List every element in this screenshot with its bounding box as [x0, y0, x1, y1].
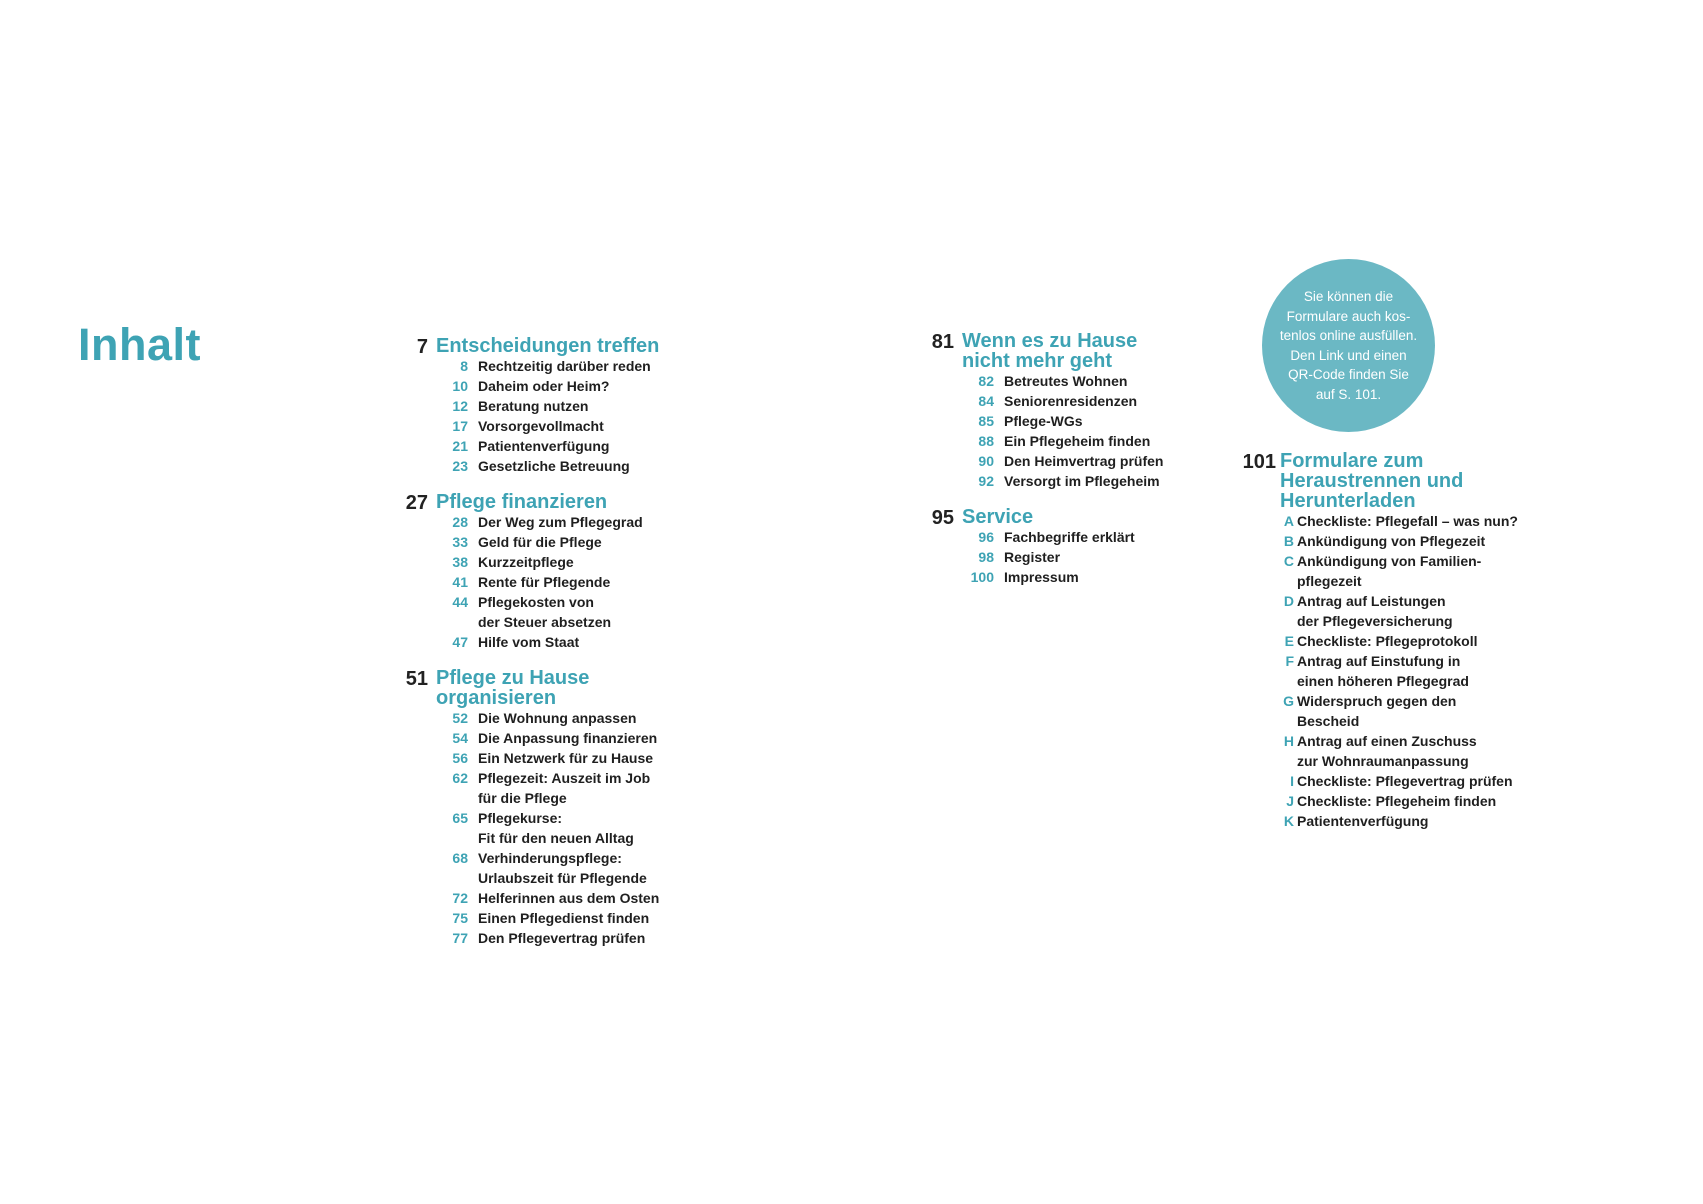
entry-title: Die Anpassung finanzieren	[478, 730, 658, 746]
entry-page-number: I	[1290, 773, 1294, 789]
toc-column-1	[405, 335, 756, 948]
online-forms-note: Sie können die Formulare auch kos- tenlos online ausfüllen. Den Link und einen QR-Code finden Sie auf S. 101.	[1262, 259, 1435, 432]
toc-entry[interactable]	[436, 768, 756, 808]
entry-page-number: 28	[452, 514, 468, 530]
entry-title: Checkliste: Pflegevertrag prüfen	[1297, 773, 1513, 789]
entry-page-number: 56	[452, 750, 468, 766]
section-heading[interactable]	[931, 506, 1252, 529]
toc-entry[interactable]	[962, 451, 1252, 471]
section-page-number: 27	[405, 492, 428, 514]
toc-section	[416, 335, 756, 476]
entry-page-number: 92	[978, 473, 994, 489]
entry-page-number: 72	[452, 890, 468, 906]
toc-entry[interactable]	[1280, 511, 1580, 531]
entry-title: Rechtzeitig darüber reden	[478, 358, 651, 374]
toc-entry[interactable]	[436, 808, 756, 848]
section-heading[interactable]	[931, 330, 1252, 372]
section-title: Formulare zum Heraustrennen und Herunterladen	[1280, 450, 1464, 512]
entry-page-number: A	[1283, 513, 1294, 529]
toc-entry[interactable]	[436, 416, 756, 436]
entry-title: Checkliste: Pflegeheim finden	[1297, 793, 1497, 809]
toc-entry[interactable]	[1280, 811, 1580, 831]
entry-title: Checkliste: Pflegeprotokoll	[1297, 633, 1478, 649]
entry-page-number: 54	[452, 730, 468, 746]
toc-entry[interactable]	[436, 552, 756, 572]
page-title: Inhalt	[78, 319, 201, 370]
section-title: Pflege finanzieren	[436, 491, 608, 513]
toc-entry[interactable]	[436, 436, 756, 456]
entry-title: Den Pflegevertrag prüfen	[478, 930, 646, 946]
toc-entry[interactable]	[1280, 691, 1580, 731]
section-title: Entscheidungen treffen	[436, 335, 660, 357]
entry-page-number: F	[1285, 653, 1294, 669]
toc-column-3	[1242, 450, 1580, 831]
toc-entry[interactable]	[962, 567, 1252, 587]
toc-entry[interactable]	[436, 748, 756, 768]
entry-title: Antrag auf Einstufung in einen höheren Pflegegrad	[1297, 653, 1469, 689]
entry-title: Ein Netzwerk für zu Hause	[478, 750, 654, 766]
toc-entry[interactable]	[436, 456, 756, 476]
entry-title: Rente für Pflegende	[478, 574, 611, 590]
section-page-number: 7	[416, 336, 428, 358]
toc-entry[interactable]	[962, 411, 1252, 431]
entry-page-number: 52	[452, 710, 468, 726]
entry-page-number: 90	[978, 453, 994, 469]
entry-page-number: 68	[452, 850, 468, 866]
toc-entry[interactable]	[962, 431, 1252, 451]
entry-page-number: B	[1283, 533, 1294, 549]
entry-title: Pflege-WGs	[1004, 413, 1083, 429]
section-heading[interactable]	[405, 491, 756, 514]
section-page-number: 101	[1242, 451, 1276, 473]
toc-entry[interactable]	[436, 512, 756, 532]
entry-title: Ankündigung von Pflegezeit	[1297, 533, 1486, 549]
entry-page-number: 41	[452, 574, 468, 590]
entry-page-number: 85	[978, 413, 994, 429]
toc-entry[interactable]	[436, 572, 756, 592]
entry-title: Ankündigung von Familien- pflegezeit	[1297, 553, 1482, 589]
section-title: Pflege zu Hause organisieren	[436, 667, 590, 709]
entry-page-number: 65	[452, 810, 468, 826]
toc-column-2	[931, 330, 1252, 587]
entry-page-number: H	[1283, 733, 1294, 749]
entry-page-number: 88	[978, 433, 994, 449]
entry-title: Register	[1004, 549, 1061, 565]
entry-page-number: K	[1283, 813, 1294, 829]
entry-page-number: 33	[452, 534, 468, 550]
entry-page-number: G	[1283, 693, 1294, 709]
entry-title: Kurzzeitpflege	[478, 554, 574, 570]
entry-title: Pflegezeit: Auszeit im Job für die Pflege	[478, 770, 651, 806]
toc-entry[interactable]	[962, 471, 1252, 491]
toc-entry[interactable]	[436, 376, 756, 396]
entry-title: Antrag auf einen Zuschuss zur Wohnraumanpassung	[1297, 733, 1477, 769]
entry-title: Pflegekurse: Fit für den neuen Alltag	[478, 810, 634, 846]
toc-entry[interactable]	[436, 708, 756, 728]
toc-entry[interactable]	[1280, 591, 1580, 631]
entry-title: Beratung nutzen	[478, 398, 589, 414]
toc-section	[405, 667, 756, 948]
entry-page-number: 100	[970, 569, 994, 585]
toc-entry[interactable]	[436, 532, 756, 552]
toc-entry[interactable]	[436, 592, 756, 632]
toc-entry[interactable]	[436, 632, 756, 652]
entry-page-number: D	[1283, 593, 1294, 609]
entry-page-number: 77	[452, 930, 468, 946]
entry-page-number: 98	[978, 549, 994, 565]
toc-entry[interactable]	[1280, 631, 1580, 651]
toc-entry[interactable]	[436, 908, 756, 928]
entry-title: Verhinderungspflege: Urlaubszeit für Pflegende	[478, 850, 647, 886]
entry-title: Hilfe vom Staat	[478, 634, 580, 650]
entry-page-number: 10	[452, 378, 468, 394]
entry-page-number: 47	[452, 634, 468, 650]
section-page-number: 51	[405, 668, 428, 690]
entry-title: Vorsorgevollmacht	[478, 418, 604, 434]
toc-entry[interactable]	[436, 728, 756, 748]
entry-page-number: 17	[452, 418, 468, 434]
entry-page-number: 84	[978, 393, 994, 409]
entry-title: Seniorenresidenzen	[1004, 393, 1138, 409]
toc-entry[interactable]	[962, 391, 1252, 411]
toc-entry[interactable]	[962, 371, 1252, 391]
entry-title: Widerspruch gegen den Bescheid	[1297, 693, 1457, 729]
entry-page-number: 62	[452, 770, 468, 786]
entry-page-number: 82	[978, 373, 994, 389]
entry-title: Versorgt im Pflegeheim	[1004, 473, 1160, 489]
toc-section	[405, 491, 756, 652]
section-page-number: 81	[931, 331, 954, 353]
toc-section	[931, 506, 1252, 587]
toc-entry[interactable]	[1280, 531, 1580, 551]
toc-entry[interactable]	[962, 547, 1252, 567]
toc-entry[interactable]	[1280, 771, 1580, 791]
toc-entry[interactable]	[962, 527, 1252, 547]
entry-page-number: J	[1286, 793, 1294, 809]
section-title: Service	[962, 506, 1034, 528]
toc-section	[931, 330, 1252, 491]
entry-page-number: 38	[452, 554, 468, 570]
entry-page-number: 75	[452, 910, 468, 926]
section-heading[interactable]	[1242, 450, 1580, 512]
entry-page-number: E	[1284, 633, 1294, 649]
entry-page-number: C	[1283, 553, 1294, 569]
toc-entry[interactable]	[436, 928, 756, 948]
entry-page-number: 23	[452, 458, 468, 474]
entry-title: Antrag auf Leistungen der Pflegeversicherung	[1297, 593, 1453, 629]
toc-section	[1242, 450, 1580, 831]
entry-page-number: 21	[452, 438, 468, 454]
entry-title: Fachbegriffe erklärt	[1004, 529, 1135, 545]
toc-entry[interactable]	[1280, 551, 1580, 591]
entry-page-number: 12	[452, 398, 468, 414]
section-heading[interactable]	[405, 667, 756, 709]
entry-title: Checkliste: Pflegefall – was nun?	[1297, 513, 1518, 529]
entry-title: Ein Pflegeheim finden	[1004, 433, 1151, 449]
toc-entry[interactable]	[436, 848, 756, 888]
entry-title: Betreutes Wohnen	[1004, 373, 1128, 389]
entry-title: Geld für die Pflege	[478, 534, 602, 550]
entry-title: Pflegekosten von der Steuer absetzen	[478, 594, 612, 630]
entry-title: Patientenverfügung	[478, 438, 610, 454]
entry-title: Die Wohnung anpassen	[478, 710, 637, 726]
entry-title: Daheim oder Heim?	[478, 378, 610, 394]
entry-title: Patientenverfügung	[1297, 813, 1429, 829]
entry-title: Der Weg zum Pflegegrad	[478, 514, 643, 530]
toc-entry[interactable]	[1280, 791, 1580, 811]
toc-entry[interactable]	[1280, 731, 1580, 771]
toc-entry[interactable]	[1280, 651, 1580, 691]
entry-page-number: 96	[978, 529, 994, 545]
entry-title: Impressum	[1004, 569, 1079, 585]
section-heading[interactable]	[416, 335, 756, 358]
toc-entry[interactable]	[436, 356, 756, 376]
entry-title: Helferinnen aus dem Osten	[478, 890, 660, 906]
section-page-number: 95	[931, 507, 954, 529]
entry-title: Den Heimvertrag prüfen	[1004, 453, 1164, 469]
entry-page-number: 44	[452, 594, 468, 610]
entry-title: Gesetzliche Betreuung	[478, 458, 630, 474]
toc-entry[interactable]	[436, 396, 756, 416]
section-title: Wenn es zu Hause nicht mehr geht	[962, 330, 1138, 372]
entry-page-number: 8	[460, 358, 468, 374]
entry-title: Einen Pflegedienst finden	[478, 910, 650, 926]
toc-entry[interactable]	[436, 888, 756, 908]
